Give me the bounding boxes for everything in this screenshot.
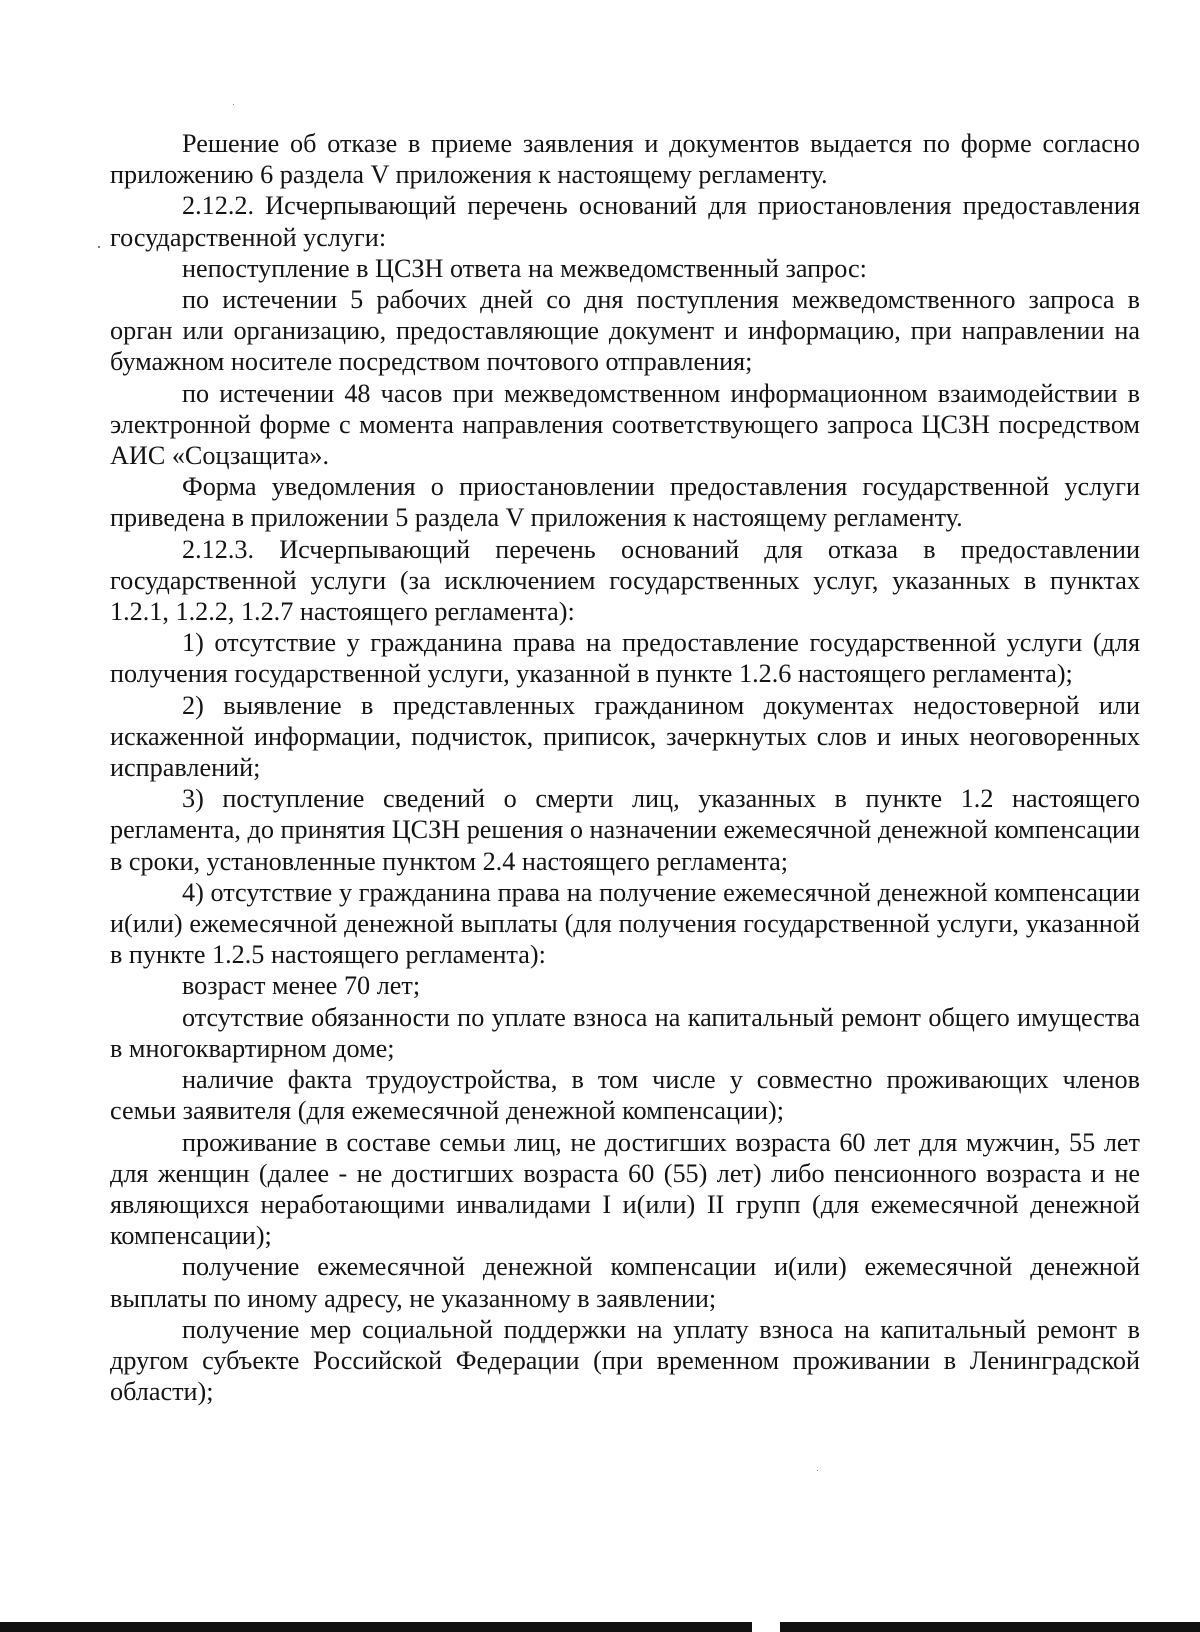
document-page: [110, 128, 1140, 1407]
scan-bottom-edge: [0, 1622, 1200, 1632]
paragraph-no-obligation: отсутствие обязанности по уплате взноса на капитальный ремонт общего имущества в многоквартирном доме;: [110, 1002, 1140, 1063]
scan-speck: [98, 246, 100, 248]
paragraph-item-1: 1) отсутствие у гражданина права на предоставление государственной услуги (для получения государственной услуги, указанной в пункте 1.2.6 настоящего регламента);: [110, 628, 1140, 689]
scan-speck: [817, 1470, 818, 1471]
paragraph-item-3: 3) поступление сведений о смерти лиц, указанных в пункте 1.2 настоящего регламента, до принятия ЦСЗН решения о назначении ежемесячной денежной компенсации в сроки, установленные пунктом 2.4 настоящего регламента;: [110, 784, 1140, 876]
paragraph-2-12-3-heading: 2.12.3. Исчерпывающий перечень оснований для отказа в предоставлении государственной услуги (за исключением государственных услуг, указанных в пунктах 1.2.1, 1.2.2, 1.2.7 настоящего регламента):: [110, 534, 1140, 627]
paragraph-other-region: получение мер социальной поддержки на уплату взноса на капитальный ремонт в другом субъекте Российской Федерации (при временном проживании в Ленинградской области);: [110, 1314, 1140, 1407]
scan-speck: [233, 104, 234, 105]
paragraph-family-composition: проживание в составе семьи лиц, не достигших возраста 60 лет для мужчин, 55 лет для женщин (далее - не достигших возраста 60 (55) лет) либо пенсионного возраста и не являющихся неработающими инвалидами I и(или) II групп (для ежемесячной денежной компенсации);: [110, 1127, 1140, 1251]
paragraph-48-hours: по истечении 48 часов при межведомственном информационном взаимодействии в электронной форме с момента направления соответствующего запроса ЦСЗН посредством АИС «Соцзащита».: [110, 378, 1140, 471]
paragraph-suspension-notice-form: Форма уведомления о приостановлении предоставления государственной услуги приведена в приложении 5 раздела V приложения к настоящему регламенту.: [110, 472, 1140, 533]
paragraph-no-response: непоступление в ЦСЗН ответа на межведомственный запрос:: [182, 253, 867, 283]
paragraph-refusal-decision: Решение об отказе в приеме заявления и документов выдается по форме согласно приложению 6 раздела V приложения к настоящему регламенту.: [110, 129, 1140, 190]
scan-bottom-edge-gap: [752, 1622, 780, 1632]
paragraph-age-under-70: возраст менее 70 лет;: [182, 971, 421, 1001]
paragraph-item-4: 4) отсутствие у гражданина права на получение ежемесячной денежной компенсации и(или) ежемесячной денежной выплаты (для получения государственной услуги, указанной в пункте 1.2.5 настоящего регламента):: [110, 877, 1140, 970]
paragraph-2-12-2-heading: 2.12.2. Исчерпывающий перечень оснований для приостановления предоставления государственной услуги:: [110, 191, 1140, 252]
paragraph-item-2: 2) выявление в представленных гражданином документах недостоверной или искаженной информации, подчисток, приписок, зачеркнутых слов и иных неоговоренных исправлений;: [110, 690, 1140, 783]
paragraph-employment: наличие факта трудоустройства, в том числе у совместно проживающих членов семьи заявителя (для ежемесячной денежной компенсации);: [110, 1065, 1140, 1126]
paragraph-other-address: получение ежемесячной денежной компенсации и(или) ежемесячной денежной выплаты по иному адресу, не указанному в заявлении;: [110, 1252, 1140, 1313]
paragraph-5-working-days: по истечении 5 рабочих дней со дня поступления межведомственного запроса в орган или организацию, предоставляющие документ и информацию, при направлении на бумажном носителе посредством почтового отправления;: [110, 285, 1140, 377]
